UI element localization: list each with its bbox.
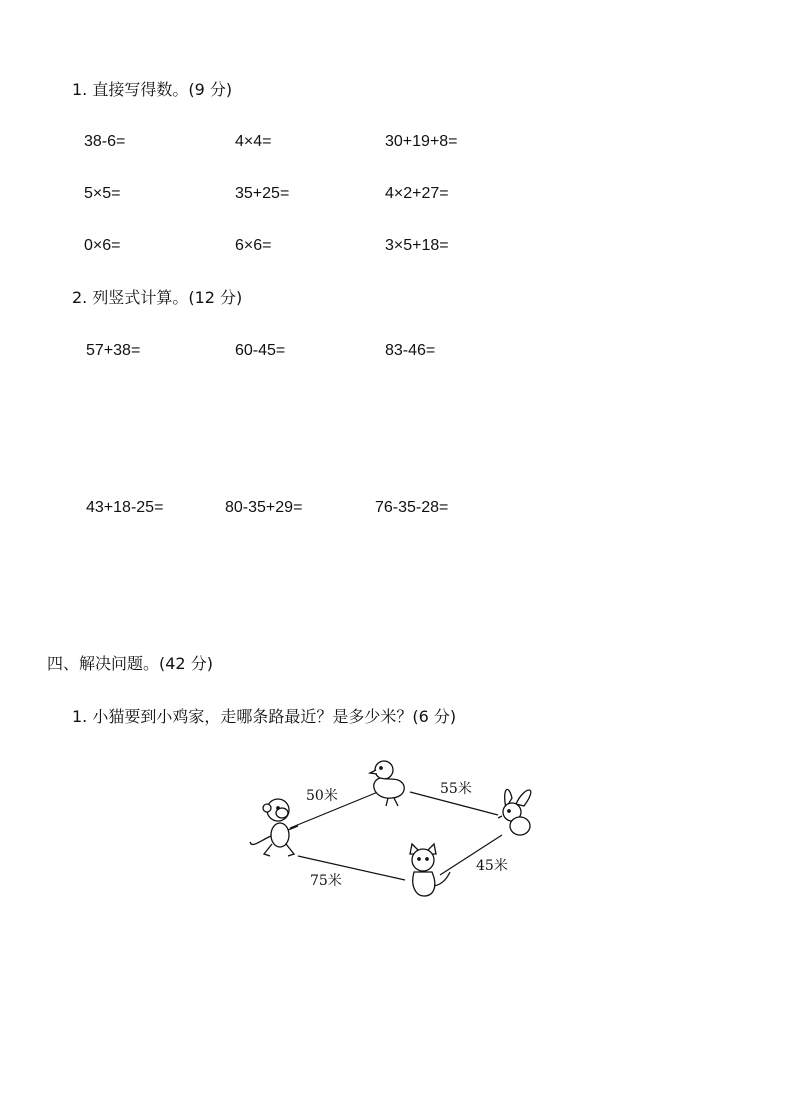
q1-item: 30+19+8= [385, 133, 458, 150]
cat-icon [410, 844, 450, 896]
q2-item: 43+18-25= [86, 499, 164, 516]
q1-item: 6×6= [235, 237, 272, 254]
label-bottom-right: 45米 [476, 858, 508, 874]
q2-item: 57+38= [86, 342, 141, 359]
q1-item: 4×2+27= [385, 185, 449, 202]
q1-item: 3×5+18= [385, 237, 449, 254]
chick-icon [370, 761, 404, 806]
q2-item: 80-35+29= [225, 499, 303, 516]
q1-item: 4×4= [235, 133, 272, 150]
q1-item: 38-6= [84, 133, 126, 150]
q1-heading: 1. 直接写得数。(9 分) [72, 80, 233, 99]
q2-item: 83-46= [385, 342, 436, 359]
q2-heading: 2. 列竖式计算。(12 分) [72, 288, 243, 307]
rabbit-icon [498, 789, 531, 835]
route-diagram [240, 750, 550, 910]
label-bottom-left: 75米 [310, 873, 342, 889]
label-top-left: 50米 [306, 788, 338, 804]
q1-item: 35+25= [235, 185, 290, 202]
section4-heading: 四、解决问题。(42 分) [47, 654, 213, 673]
q1-item: 0×6= [84, 237, 121, 254]
label-top-right: 55米 [440, 781, 472, 797]
q2-item: 76-35-28= [375, 499, 449, 516]
q2-item: 60-45= [235, 342, 286, 359]
q1-item: 5×5= [84, 185, 121, 202]
problem1-heading: 1. 小猫要到小鸡家，走哪条路最近？是多少米？(6 分) [72, 707, 457, 726]
